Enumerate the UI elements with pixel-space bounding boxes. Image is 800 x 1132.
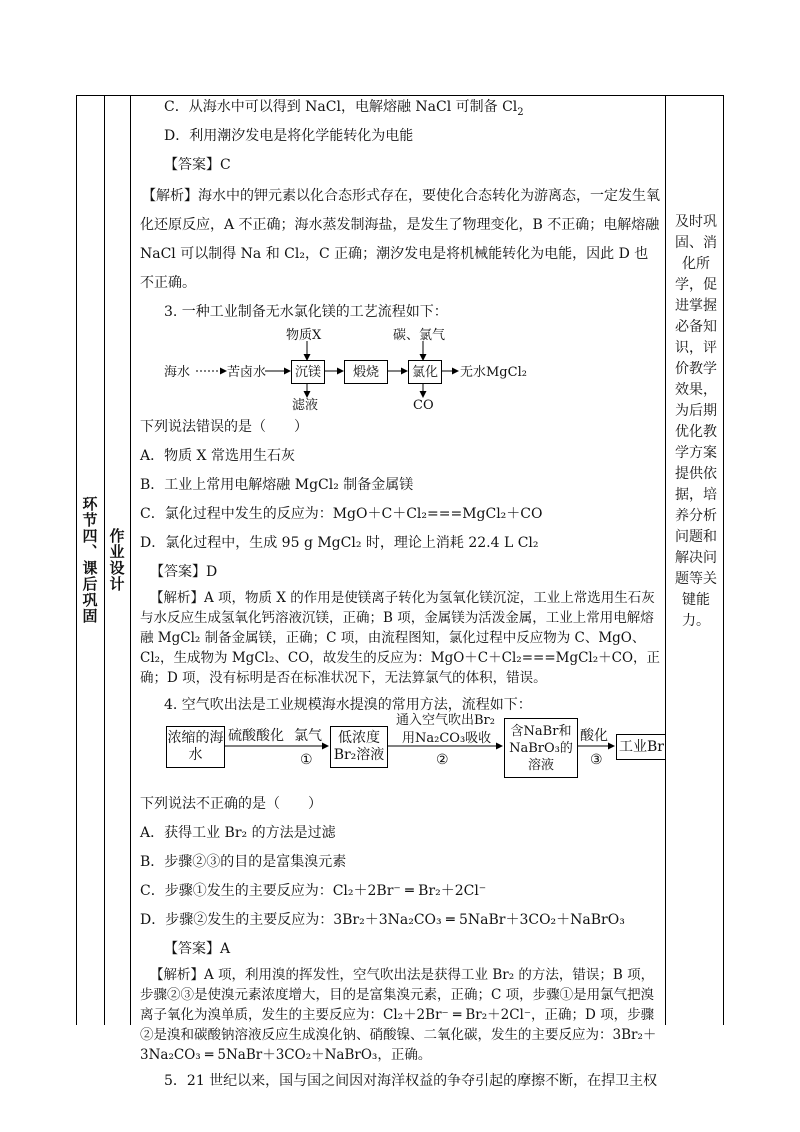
table-divider-3: [665, 95, 666, 1025]
q3-analysis: 【解析】A 项，物质 X 的作用是使镁离子转化为氢氧化镁沉淀，工业上常选用生石灰与水反应生成氢氧化钙溶液沉镁，正确；B 项，金属镁为活泼金属，工业上常用电解熔融 MgCl₂ 制备金属镁，正确；C 项，由流程图知，氯化过程中反应物为 C、MgO、Cl₂，生成物为 MgCl₂、CO，故发生的反应为：MgO＋C＋Cl₂===MgCl₂＋CO，正确；D 项，没有标明是否在标准状况下，无法算氯气的体积，错误。: [140, 590, 661, 686]
flow-input-carbon-chlorine: 碳、氯气: [393, 328, 446, 343]
q3-flowchart: [140, 325, 662, 413]
flow-label-absorb: 用Na₂CO₃吸收: [402, 731, 492, 746]
side-note-line: 必备知: [675, 319, 717, 335]
flow-label-step2: ②: [436, 752, 449, 768]
flow-label-blow-air: 通入空气吹出Br₂: [396, 713, 495, 728]
flow-box-concentrated-seawater: 浓缩的海水: [166, 726, 225, 768]
q3-option-b: B．工业上常用电解熔融 MgCl₂ 制备金属镁: [140, 477, 414, 493]
subsection-label: 作业设计: [107, 528, 126, 592]
q5-stem: 5．21 世纪以来，国与国之间因对海洋权益的争夺引起的摩擦不断，在捍卫主权: [164, 1073, 658, 1089]
q3-option-d: D．氯化过程中，生成 95 g MgCl₂ 时，理论上消耗 22.4 L Cl₂: [140, 535, 539, 551]
main-content: [140, 97, 662, 1092]
flow-label-acidify2: 酸化: [580, 728, 608, 744]
q3-option-a: A．物质 X 常选用生石灰: [140, 448, 295, 464]
flow-output-filtrate: 滤液: [292, 398, 319, 413]
flow-seawater: 海水: [164, 365, 191, 380]
side-note-line: 及时巩: [675, 214, 717, 230]
side-note-line: 识，评: [675, 340, 717, 356]
flow-label-acidify: 硫酸酸化: [228, 728, 284, 744]
side-note-line: 为后期: [675, 403, 717, 419]
section-cell: [76, 95, 104, 1025]
side-note-line: 提供依: [675, 466, 717, 482]
q4-option-c: C．步骤①发生的主要反应为：Cl₂＋2Br⁻ ═ Br₂＋2Cl⁻: [140, 883, 487, 899]
side-note-line: 固、消: [675, 235, 717, 251]
flow-box-nabr-solution: 含NaBr和NaBrO₃的溶液: [504, 718, 578, 778]
side-note-line: 化所: [682, 256, 710, 272]
q3-option-c: C．氯化过程中发生的反应为：MgO＋C＋Cl₂===MgCl₂＋CO: [140, 506, 543, 522]
q3-stem: 3. 一种工业制备无水氯化镁的工艺流程如下：: [164, 304, 448, 320]
side-note-line: 学，促: [675, 277, 717, 293]
side-note-line: 优化教: [675, 424, 717, 440]
side-note-line: 键能: [682, 592, 710, 608]
q3-answer: 【答案】D: [150, 564, 218, 580]
flow-label-chlorine: 氯气: [294, 728, 322, 744]
side-note-line: 价教学: [675, 361, 717, 377]
flow-product: 无水MgCl₂: [460, 365, 527, 380]
flow-label-step1: ①: [300, 752, 313, 768]
flow-bittern: 苦卤水: [227, 365, 267, 380]
side-note-line: 问题和: [675, 529, 717, 545]
side-note-line: 养分析: [675, 508, 717, 524]
flow-box-low-bromine: 低浓度Br₂溶液: [330, 726, 388, 768]
table-divider-2: [130, 95, 131, 1025]
side-note-line: 据，培: [675, 487, 717, 503]
side-note-line: 力。: [682, 613, 710, 629]
side-note-line: 学方案: [675, 445, 717, 461]
flow-input-x: 物质X: [286, 328, 322, 343]
q4-question: 下列说法不正确的是（ ）: [140, 796, 322, 812]
table-border-top: [76, 95, 723, 96]
flow-step-precipitate: 沉镁: [291, 360, 325, 384]
flow-box-industrial-bromine: 工业Br: [616, 734, 665, 760]
q3-question: 下列说法错误的是（ ）: [140, 419, 308, 435]
q2-answer: 【答案】C: [164, 157, 231, 173]
flow-label-step3: ③: [590, 752, 603, 768]
side-note-line: 效果，: [675, 382, 717, 398]
q4-flowchart: [140, 713, 664, 790]
section-label: 环节四、课后巩固: [80, 496, 99, 624]
side-note-line: 题等关: [675, 571, 717, 587]
side-note: [672, 212, 720, 632]
q4-option-a: A．获得工业 Br₂ 的方法是过滤: [140, 825, 336, 841]
q4-analysis: 【解析】A 项，利用溴的挥发性，空气吹出法是获得工业 Br₂ 的方法，错误；B 项，步骤②③是使溴元素浓度增大，目的是富集溴元素，正确；C 项，步骤①是用氯气把溴离子氧化为溴单质，发生的主要反应为：Cl₂＋2Br⁻ ═ Br₂＋2Cl⁻，正确；D 项，步骤②是溴和碳酸钠溶液反应生成溴化钠、硝酸镍、二氧化碳，发生的主要反应为：3Br₂＋3Na₂CO₃ ═ 5NaBr＋3CO₂＋NaBrO₃，正确。: [140, 967, 657, 1063]
q4-stem: 4. 空气吹出法是工业规模海水提溴的常用方法，流程如下：: [164, 697, 532, 713]
q2-option-d: D．利用潮汐发电是将化学能转化为电能: [164, 128, 414, 144]
q4-option-b: B．步骤②③的目的是富集溴元素: [140, 854, 347, 870]
flow-step-chlorinate: 氯化: [408, 360, 442, 384]
flow-step-calcine: 煅烧: [344, 360, 388, 384]
flow-output-co: CO: [413, 398, 434, 413]
side-note-line: 解决问: [675, 550, 717, 566]
q2-analysis: 【解析】海水中的钾元素以化合态形式存在，要使化合态转化为游离态，一定发生氧化还原反应，A 不正确；海水蒸发制海盐，是发生了物理变化，B 不正确；电解熔融 NaCl 可以制得 Na 和 Cl₂，C 正确；潮汐发电是将机械能转化为电能，因此 D 也不正确。: [140, 188, 660, 291]
q4-answer: 【答案】A: [164, 941, 231, 957]
side-note-line: 进掌握: [675, 298, 717, 314]
q4-option-d: D．步骤②发生的主要反应为：3Br₂＋3Na₂CO₃ ═ 5NaBr＋3CO₂＋NaBrO₃: [140, 912, 625, 928]
subsection-cell: [104, 95, 130, 1025]
q2-option-c: C．从海水中可以得到 NaCl，电解熔融 NaCl 可制备 $Cl_2$: [164, 99, 524, 118]
table-border-right: [723, 95, 724, 1025]
